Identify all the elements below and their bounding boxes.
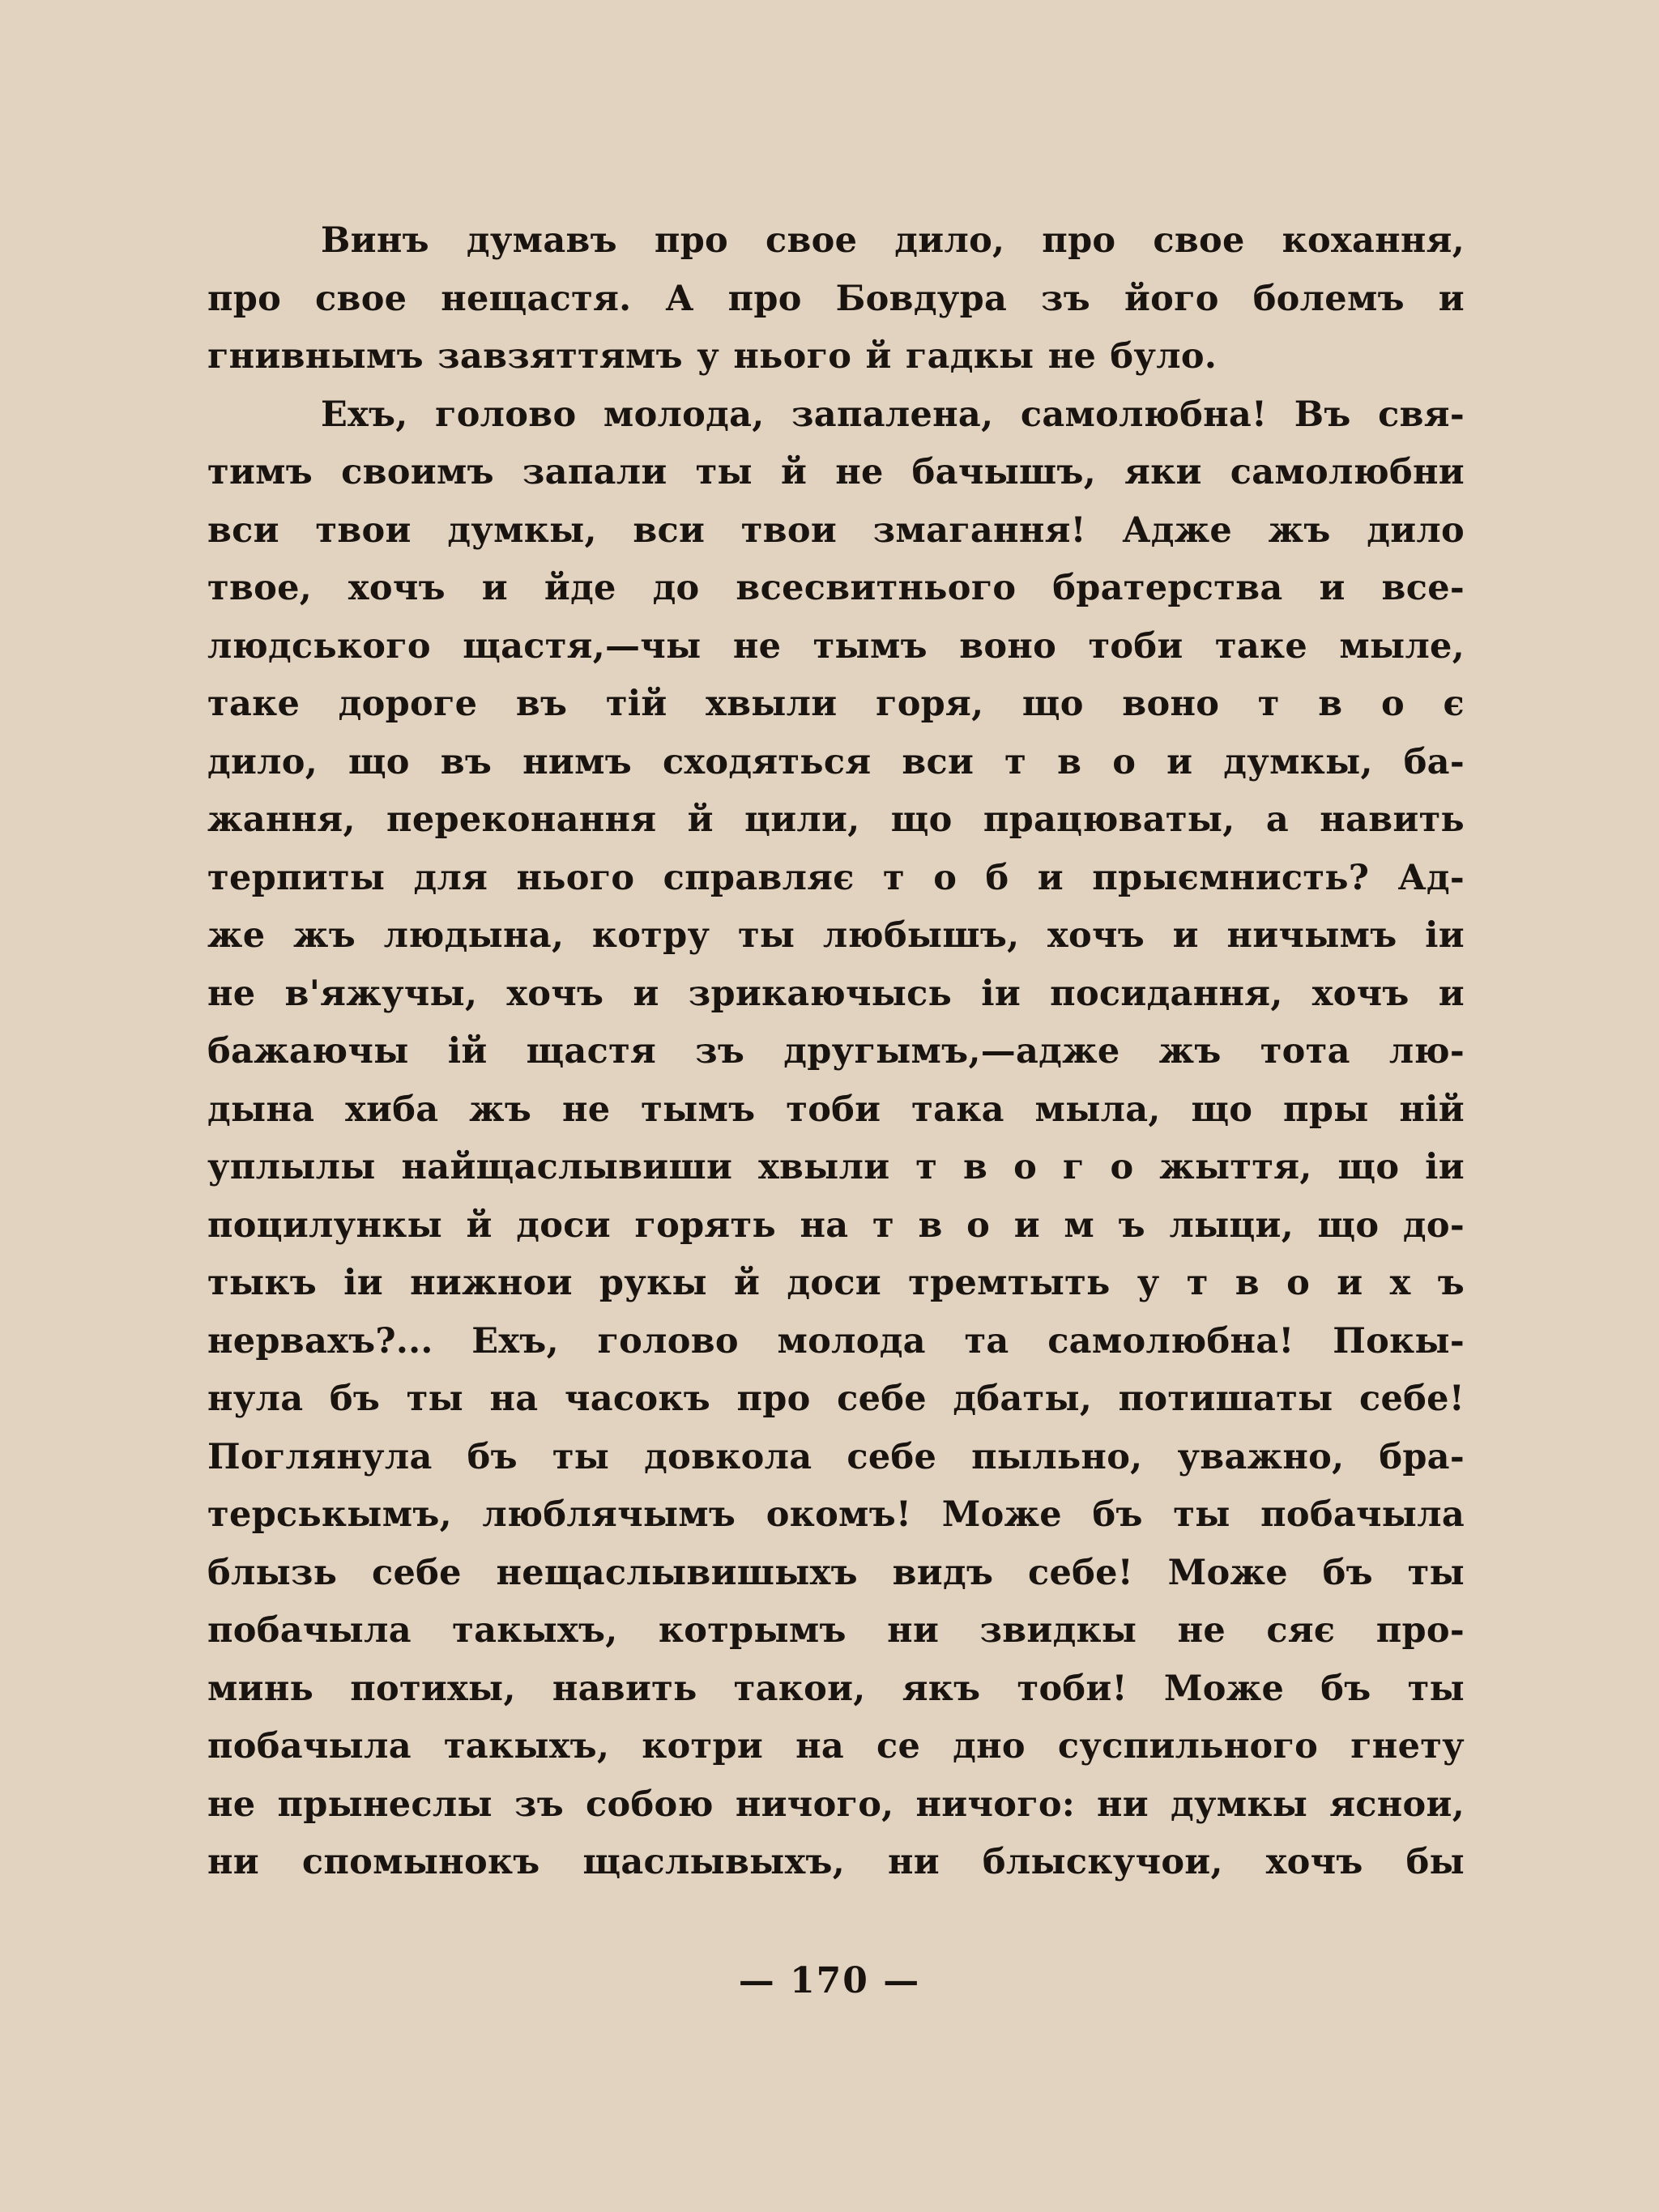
text-line: терськымъ, люблячымъ окомъ! Може бъ ты побачыла	[207, 1494, 1465, 1535]
text-line: побачыла такыхъ, котри на се дно суспильного гнету	[207, 1726, 1465, 1767]
text-line: Ехъ, голово молода, запалена, самолюбна! Въ свя-	[321, 394, 1465, 435]
text-line: дына хиба жъ не тымъ тоби така мыла, що пры ній	[207, 1089, 1465, 1130]
text-line: поцилункы й доси горять на т в о и м ъ лыци, що до-	[207, 1204, 1465, 1246]
text-line: жання, переконання й цили, що працюваты, а навить	[207, 799, 1465, 840]
text-line: блызь себе нещаслывишыхъ видъ себе! Може бъ ты	[207, 1552, 1465, 1593]
text-line: дило, що въ нимъ сходяться вси т в о и думкы, ба-	[207, 741, 1465, 782]
text-line: твое, хочъ и йде до всесвитнього братерства и все-	[207, 568, 1465, 608]
text-line: не прынеслы зъ собою ничого, ничого: ни думкы яснои,	[207, 1784, 1465, 1825]
text-line: минь потихы, навить такои, якъ тоби! Може бъ ты	[207, 1668, 1465, 1709]
text-line: людського щастя,—чы не тымъ воно тоби таке мыле,	[207, 625, 1465, 667]
text-line: нула бъ ты на часокъ про себе дбаты, потишаты себе!	[207, 1379, 1465, 1419]
body-text	[207, 212, 1465, 1892]
text-line: уплылы найщаслывиши хвыли т в о г о жыття, що іи	[207, 1147, 1465, 1187]
text-line: ни спомынокъ щаслывыхъ, ни блыскучои, хочъ бы	[207, 1842, 1465, 1882]
text-line: тимъ своимъ запали ты й не бачышъ, яки самолюбни	[207, 452, 1465, 492]
text-line: про свое нещастя. А про Бовдура зъ його болемъ и	[207, 278, 1465, 319]
text-line: Поглянула бъ ты довкола себе пыльно, уважно, бра-	[207, 1436, 1465, 1477]
text-line: гнивнымъ завзяттямъ у нього й гадкы не було.	[207, 336, 1218, 377]
text-line: таке дороге въ тій хвыли горя, що воно т в о є	[207, 684, 1465, 724]
text-line: не в'яжучы, хочъ и зрикаючысь іи посидання, хочъ и	[207, 973, 1465, 1014]
text-line: терпиты для нього справляє т о б и прыємнисть? Ад-	[207, 857, 1465, 898]
text-line: бажаючы ій щастя зъ другымъ,—адже жъ тота лю-	[207, 1031, 1465, 1072]
text-line: вси твои думкы, вси твои змагання! Адже жъ дило	[207, 509, 1465, 551]
page-number: — 170 —	[738, 1960, 921, 2001]
text-line: Винъ думавъ про свое дило, про свое кохання,	[321, 220, 1465, 261]
text-line: же жъ людына, котру ты любышъ, хочъ и ничымъ іи	[207, 915, 1465, 956]
text-line: побачыла такыхъ, котрымъ ни звидкы не сяє про-	[207, 1610, 1465, 1651]
text-line: нервахъ?... Ехъ, голово молода та самолюбна! Покы-	[207, 1320, 1465, 1362]
text-line: тыкъ іи нижнои рукы й доси тремтыть у т в о и х ъ	[207, 1263, 1465, 1303]
